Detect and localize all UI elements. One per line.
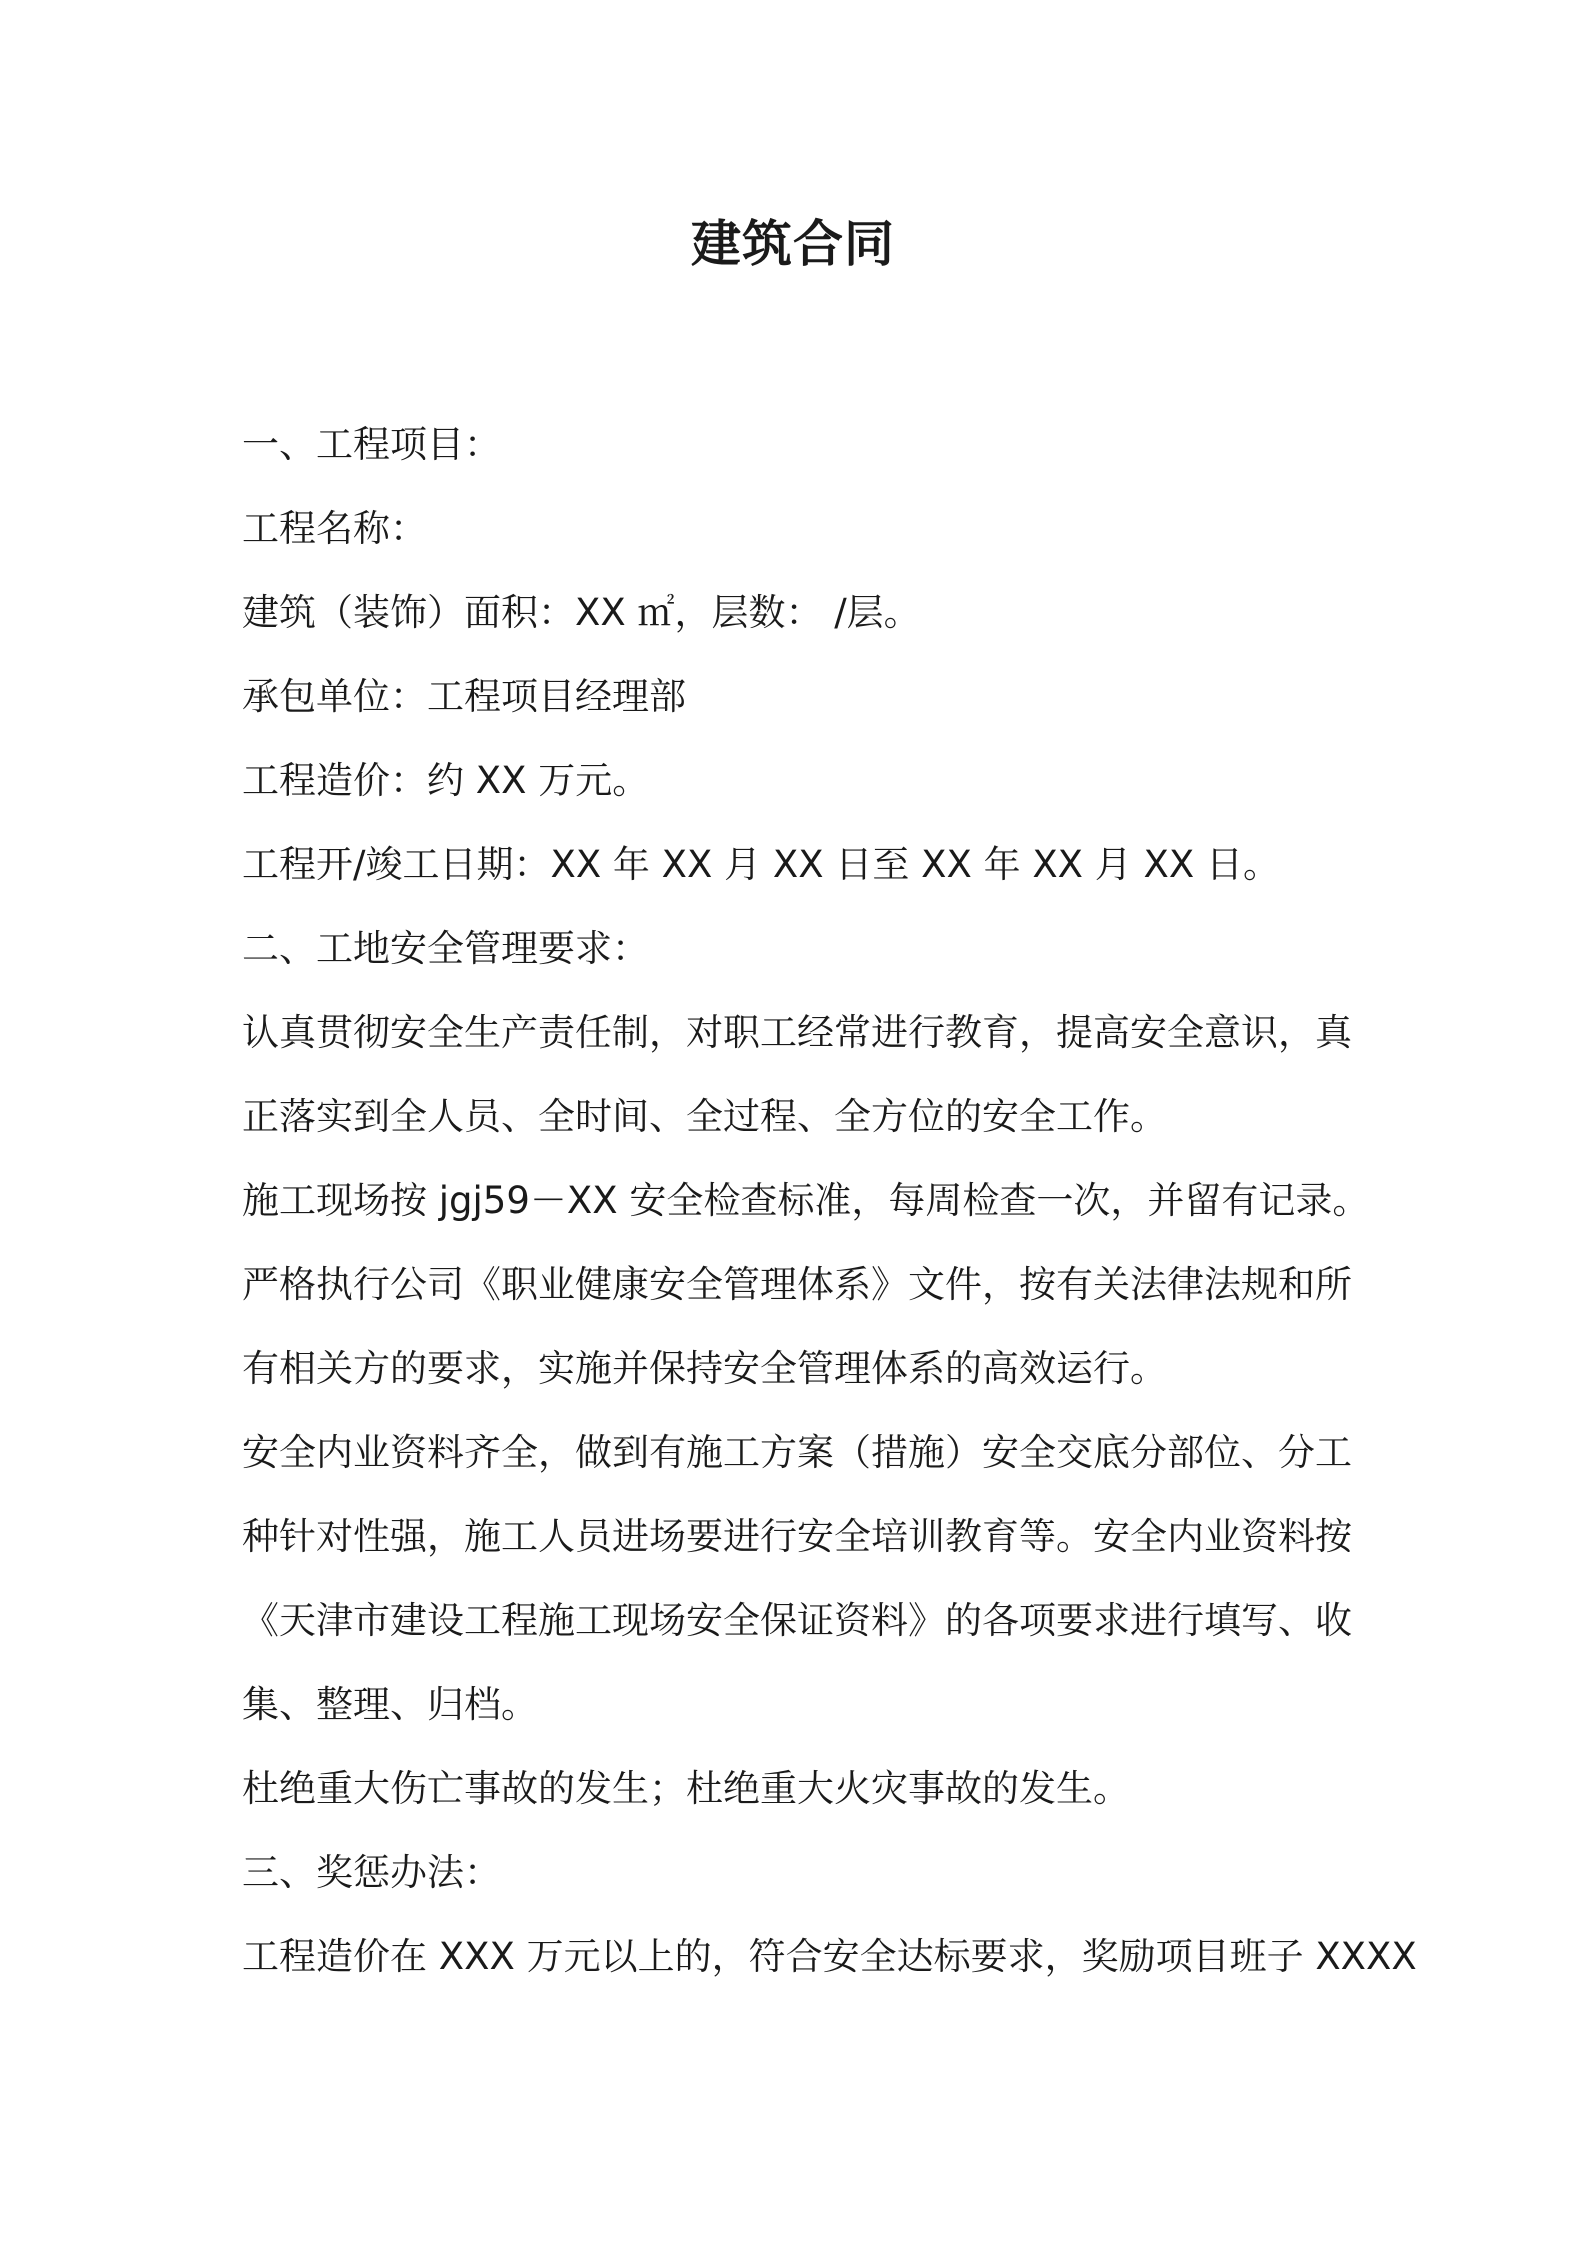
safety-paragraph-line: 安全内业资料齐全，做到有施工方案（措施）安全交底分部位、分工 xyxy=(242,1431,1352,1474)
rewards-paragraph-line: 工程造价在 XXX 万元以上的，符合安全达标要求，奖励项目班子 XXXX xyxy=(242,1935,1417,1978)
safety-paragraph-line: 杜绝重大伤亡事故的发生；杜绝重大火灾事故的发生。 xyxy=(242,1767,1130,1810)
safety-paragraph-line: 有相关方的要求，实施并保持安全管理体系的高效运行。 xyxy=(242,1347,1167,1390)
safety-paragraph-line: 种针对性强，施工人员进场要进行安全培训教育等。安全内业资料按 xyxy=(242,1515,1352,1558)
safety-paragraph-line: 《天津市建设工程施工现场安全保证资料》的各项要求进行填写、收 xyxy=(242,1599,1352,1642)
safety-paragraph-line: 严格执行公司《职业健康安全管理体系》文件，按有关法律法规和所 xyxy=(242,1263,1352,1306)
document-title: 建筑合同 xyxy=(691,215,895,273)
start-end-date-line: 工程开/竣工日期：XX 年 XX 月 XX 日至 XX 年 XX 月 XX 日。 xyxy=(242,843,1281,886)
document-body xyxy=(242,403,1417,1999)
section-heading-safety: 二、工地安全管理要求： xyxy=(242,927,649,970)
section-heading-rewards: 三、奖惩办法： xyxy=(242,1851,501,1894)
safety-paragraph-line: 施工现场按 jgj59－XX 安全检查标准，每周检查一次，并留有记录。 xyxy=(242,1179,1370,1222)
safety-paragraph-line: 正落实到全人员、全时间、全过程、全方位的安全工作。 xyxy=(242,1095,1167,1138)
building-area-line: 建筑（装饰）面积：XX ㎡，层数： /层。 xyxy=(242,591,921,634)
project-name-line: 工程名称： xyxy=(242,507,427,550)
project-cost-line: 工程造价：约 XX 万元。 xyxy=(242,759,650,802)
section-heading-project: 一、工程项目： xyxy=(242,423,501,466)
safety-paragraph-line: 集、整理、归档。 xyxy=(242,1683,538,1726)
safety-paragraph-line: 认真贯彻安全生产责任制，对职工经常进行教育，提高安全意识，真 xyxy=(242,1011,1352,1054)
contractor-line: 承包单位：工程项目经理部 xyxy=(242,675,686,718)
